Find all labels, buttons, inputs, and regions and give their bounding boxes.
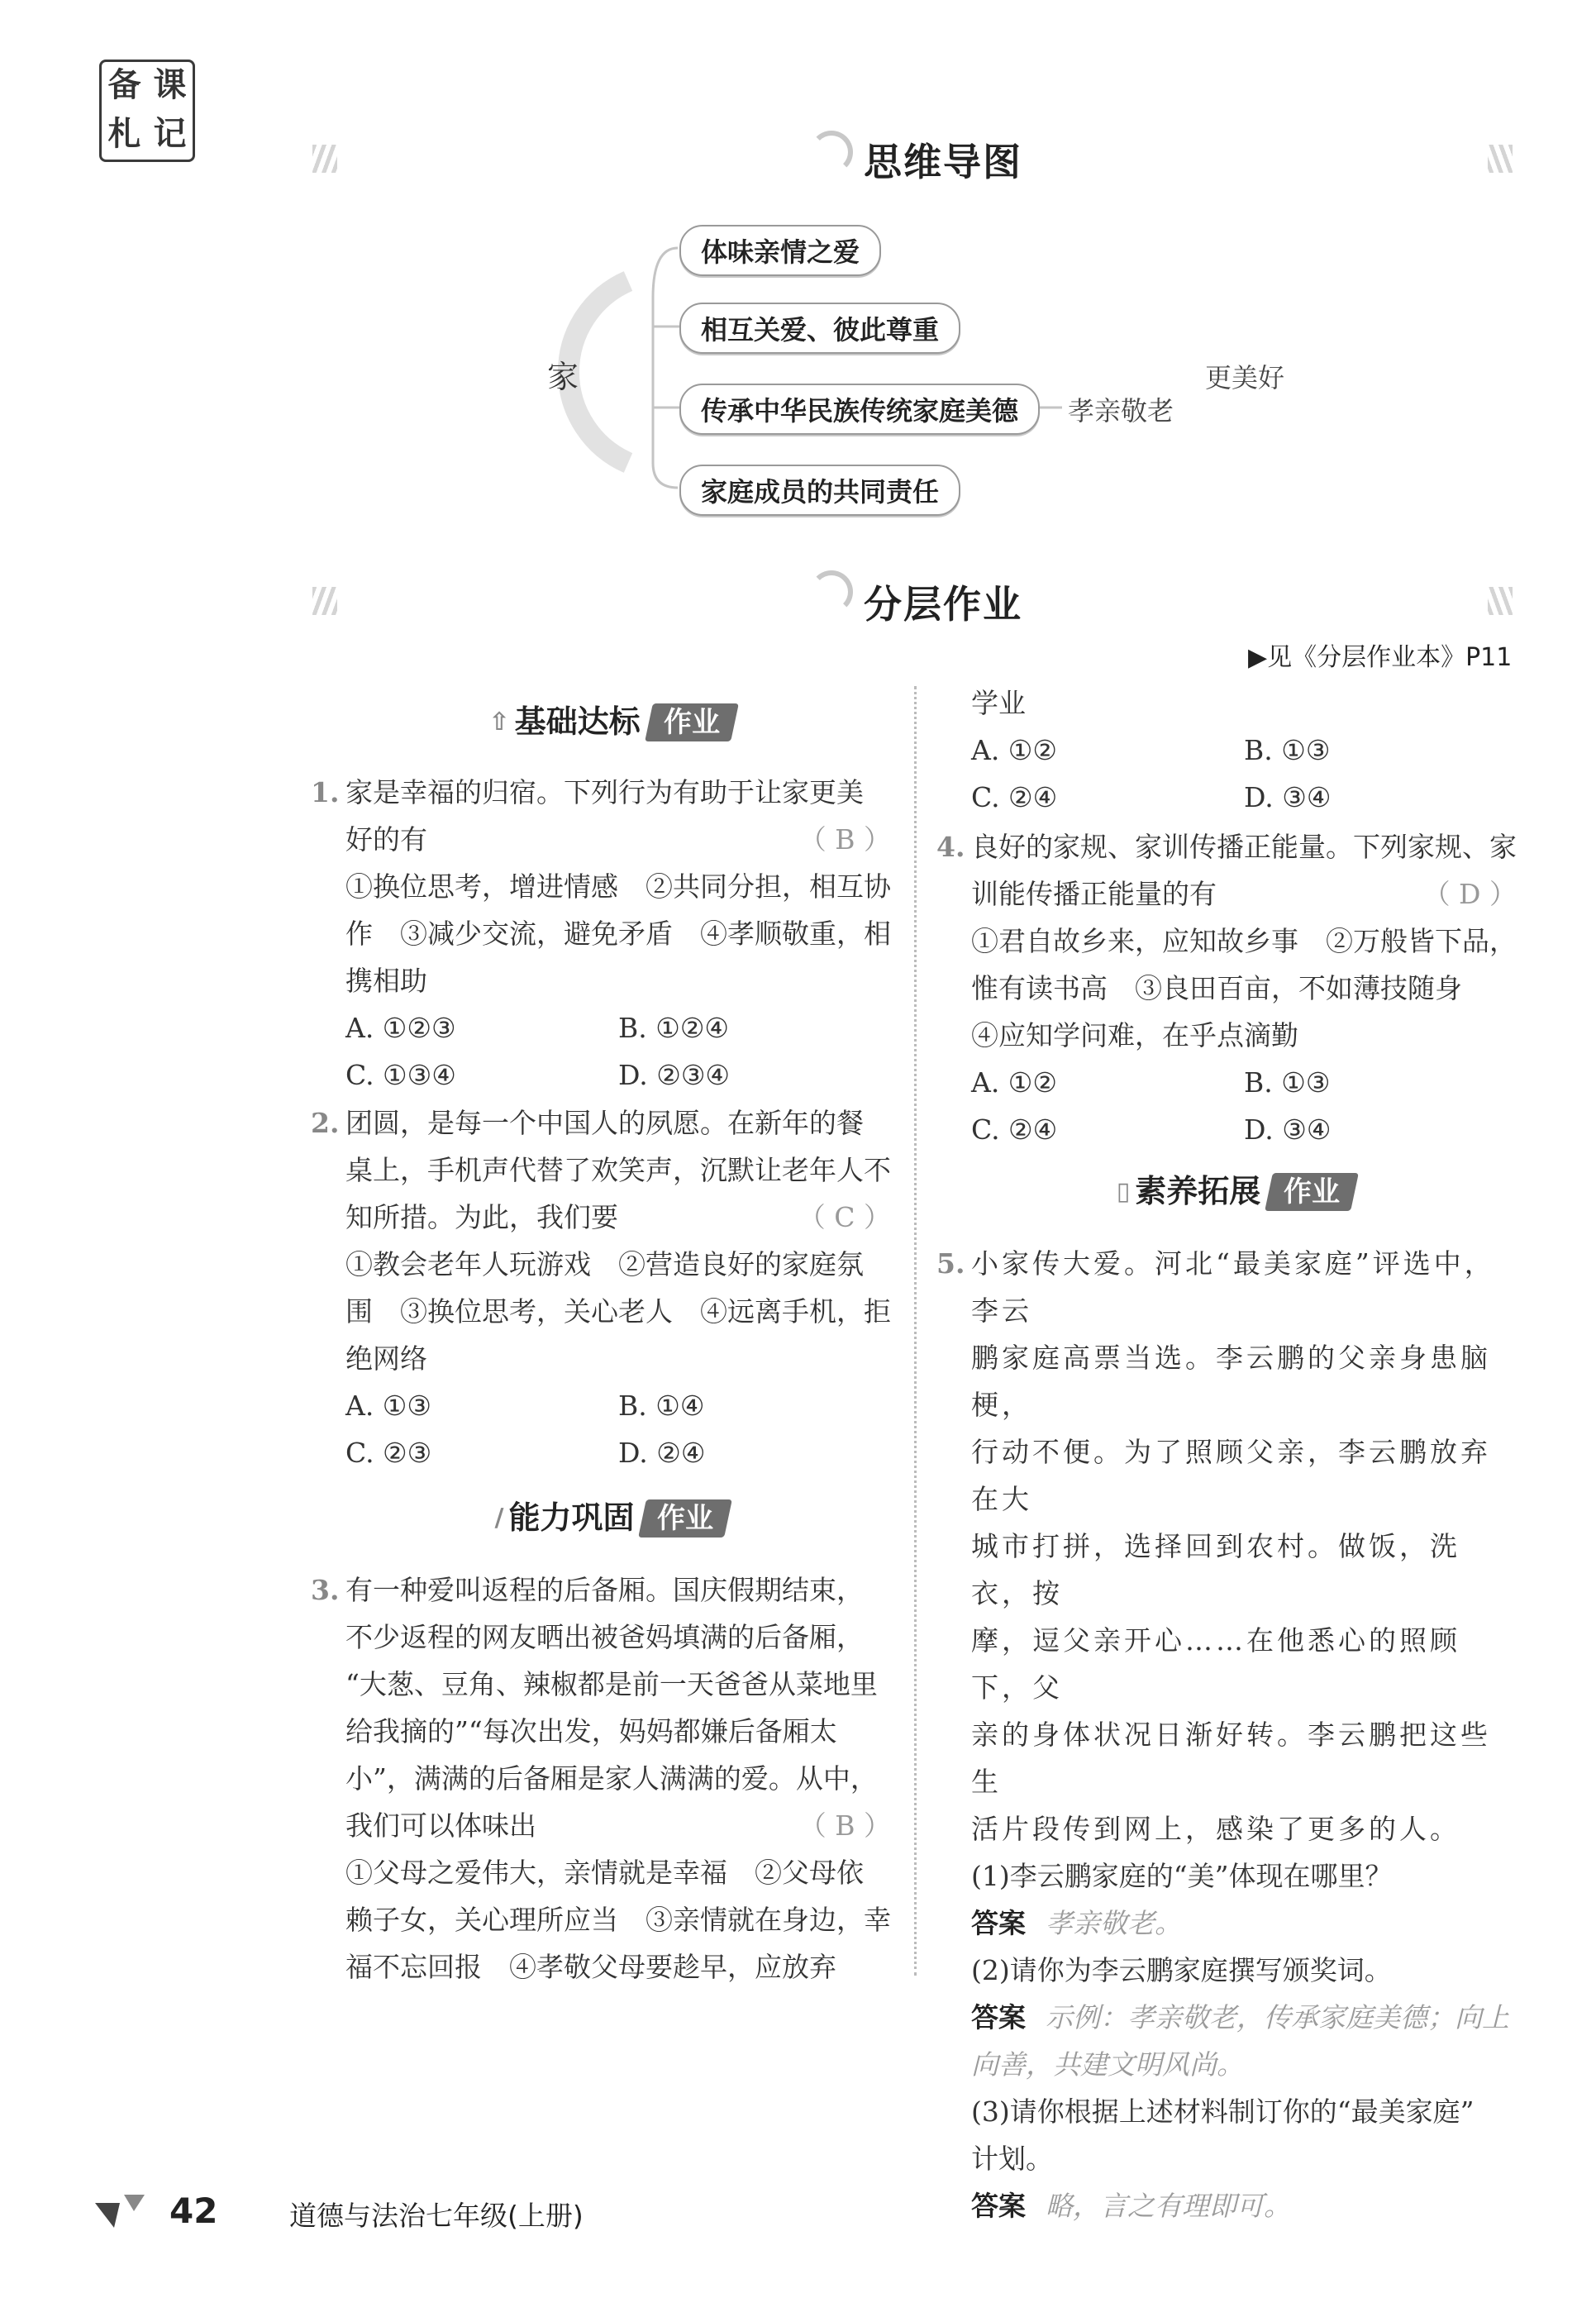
section-label: 基础达标: [514, 703, 641, 740]
option-b: B. ①③: [1244, 734, 1331, 766]
page-number: 42: [169, 2191, 218, 2231]
option-d: D. ②③④: [618, 1059, 731, 1091]
mindmap-branch: 家庭成员的共同责任: [679, 465, 960, 516]
question-stem: 家是幸福的归宿。下列行为有助于让家更美: [345, 776, 864, 808]
answer-label: 答案: [971, 2001, 1026, 2033]
section-label: 素养拓展: [1135, 1173, 1261, 1209]
badge-char: 备: [107, 66, 141, 104]
answer-text: 略，言之有理即可。: [1046, 2190, 1291, 2222]
question-item: ①教会老年人玩游戏 ②营造良好的家庭氛: [345, 1248, 864, 1280]
option-d: D. ③④: [1244, 781, 1332, 813]
badge-char: 课: [153, 66, 187, 104]
book-title: 道德与法治七年级(上册): [289, 2200, 584, 2232]
answer-text: 示例：孝亲敬老，传承家庭美德；向上: [1046, 2001, 1509, 2033]
question-4: [936, 823, 1517, 1153]
option-c: C. ②④: [971, 1113, 1058, 1146]
answer-text: 孝亲敬老。: [1046, 1907, 1182, 1939]
question-stem: 好的有: [345, 823, 427, 856]
question-item: ④应知学问难，在乎点滴勤: [971, 1019, 1298, 1051]
question-item: ①君自故乡来，应知故乡事 ②万般皆下品，: [971, 925, 1517, 957]
answer-line: [971, 1900, 1517, 1947]
footer-arrow-icon: [91, 2186, 149, 2236]
question-stem: “大葱、豆角、辣椒都是前一天爸爸从菜地里: [345, 1668, 878, 1700]
question-item: 围 ③换位思考，关心老人 ④远离手机，拒: [345, 1295, 891, 1328]
decorative-slash-icon: [1488, 587, 1513, 615]
sub-question: 计划。: [971, 2143, 1053, 2175]
mindmap-root: 家: [547, 359, 579, 395]
question-item: 绝网络: [345, 1342, 427, 1375]
question-stem: 行动不便。为了照顾父亲，李云鹏放弃在大: [971, 1436, 1491, 1515]
mindmap-sub-result: 更美好: [1205, 362, 1285, 393]
question-stem: 团圆，是每一个中国人的夙愿。在新年的餐: [345, 1107, 864, 1139]
question-item: 惟有读书高 ③良田百亩，不如薄技随身: [971, 972, 1462, 1004]
option-b: B. ①④: [618, 1390, 705, 1422]
homework-tag: 作业: [639, 1499, 733, 1538]
question-stem: 摩，逗父亲开心……在他悉心的照顾下，父: [971, 1624, 1460, 1704]
answer-line: [971, 2182, 1517, 2229]
answer-line: [971, 1994, 1517, 2041]
answer-bracket: （ D ）: [1422, 878, 1517, 910]
question-item: 携相助: [345, 965, 427, 997]
sub-question: (1)李云鹏家庭的“美”体现在哪里？: [971, 1860, 1393, 1892]
answer-bracket: （ B ）: [798, 823, 891, 856]
question-stem: 亲的身体状况日渐好转。李云鹏把这些生: [971, 1719, 1491, 1798]
bookmark-icon: ▯: [1116, 1177, 1131, 1206]
option-a: A. ①②: [971, 1066, 1057, 1099]
question-number: 2.: [311, 1107, 340, 1139]
answer-bracket: （ B ）: [798, 1809, 891, 1842]
mindmap-sub-branch: 孝亲敬老: [1068, 395, 1174, 427]
mindmap-title: 思维导图: [864, 140, 1022, 184]
arrow-up-icon: ⇧: [488, 708, 510, 737]
question-stem: 桌上，手机声代替了欢笑声，沉默让老年人不: [345, 1154, 891, 1186]
answer-label: 答案: [971, 1907, 1026, 1939]
option-b: B. ①②④: [618, 1012, 729, 1044]
question-3: [311, 1566, 891, 1990]
homework-title: 分层作业: [864, 582, 1022, 627]
question-item: 学业: [971, 687, 1026, 719]
question-2: [311, 1099, 891, 1476]
section-extend-heading: [1095, 1168, 1376, 1215]
homework-tag: 作业: [1265, 1173, 1359, 1211]
question-5: [936, 1240, 1517, 2229]
question-stem: 小”，满满的后备厢是家人满满的爱。从中，: [345, 1762, 878, 1795]
title-swirl-icon: [810, 570, 853, 613]
homework-tag: 作业: [645, 703, 739, 741]
option-c: C. ①③④: [345, 1059, 456, 1091]
question-item: ①父母之爱伟大，亲情就是幸福 ②父母依: [345, 1857, 864, 1889]
question-item: 赖子女，关心理所应当 ③亲情就在身边，幸: [345, 1904, 891, 1936]
question-stem: 城市打拼，选择回到农村。做饭，洗衣，按: [971, 1530, 1460, 1609]
option-c: C. ②④: [971, 781, 1058, 813]
mindmap-branch: 体味亲情之爱: [679, 225, 881, 276]
section-label: 能力巩固: [508, 1499, 635, 1536]
option-a: A. ①②③: [345, 1012, 456, 1044]
question-item: ①换位思考，增进情感 ②共同分担，相互协: [345, 870, 891, 903]
column-divider: [914, 686, 917, 1976]
answer-text: 向善，共建文明风尚。: [971, 2048, 1244, 2081]
question-item: 福不忘回报 ④孝敬父母要趁早，应放弃: [345, 1951, 836, 1983]
option-a: A. ①②: [971, 734, 1057, 766]
option-a: A. ①③: [345, 1390, 431, 1422]
section-basic-heading: [471, 698, 752, 746]
question-stem: 我们可以体味出: [345, 1809, 536, 1842]
sub-question: (3)请你根据上述材料制订你的“最美家庭”: [971, 2095, 1475, 2128]
question-stem: 不少返程的网友晒出被爸妈填满的后备厢，: [345, 1621, 864, 1653]
question-stem: 给我摘的”“每次出发，妈妈都嫌后备厢太: [345, 1715, 837, 1747]
question-1: [311, 769, 891, 1099]
question-item: 作 ③减少交流，避免矛盾 ④孝顺敬重，相: [345, 918, 891, 950]
answer-bracket: （ C ）: [798, 1201, 891, 1233]
option-d: D. ③④: [1244, 1113, 1332, 1146]
homework-reference: ▶见《分层作业本》P11: [1248, 643, 1513, 672]
section-ability-heading: [471, 1495, 752, 1542]
question-stem: 鹏家庭高票当选。李云鹏的父亲身患脑梗，: [971, 1342, 1491, 1421]
question-number: 1.: [311, 776, 340, 808]
question-3-continued: [971, 679, 1517, 821]
answer-label: 答案: [971, 2190, 1026, 2222]
option-d: D. ②④: [618, 1437, 706, 1469]
question-number: 5.: [936, 1247, 965, 1280]
mindmap-branch: 相互关爱、彼此尊重: [679, 303, 960, 354]
question-stem: 良好的家规、家训传播正能量。下列家规、家: [971, 831, 1517, 863]
question-number: 3.: [311, 1574, 340, 1606]
question-stem: 活片段传到网上，感染了更多的人。: [971, 1813, 1460, 1845]
question-stem: 有一种爱叫返程的后备厢。国庆假期结束，: [345, 1574, 864, 1606]
decorative-slash-icon: [312, 587, 337, 615]
question-stem: 知所措。为此，我们要: [345, 1201, 618, 1233]
question-stem: 小家传大爱。河北“最美家庭”评选中，李云: [971, 1247, 1495, 1327]
option-c: C. ②③: [345, 1437, 432, 1469]
mindmap-branch: 传承中华民族传统家庭美德: [679, 384, 1040, 435]
badge-char: 札: [107, 115, 141, 153]
sub-question: (2)请你为李云鹏家庭撰写颁奖词。: [971, 1954, 1392, 1986]
question-stem: 训能传播正能量的有: [971, 878, 1217, 910]
badge-char: 记: [153, 115, 187, 153]
question-number: 4.: [936, 831, 965, 863]
option-b: B. ①③: [1244, 1066, 1331, 1099]
feather-icon: ∕: [494, 1504, 504, 1533]
